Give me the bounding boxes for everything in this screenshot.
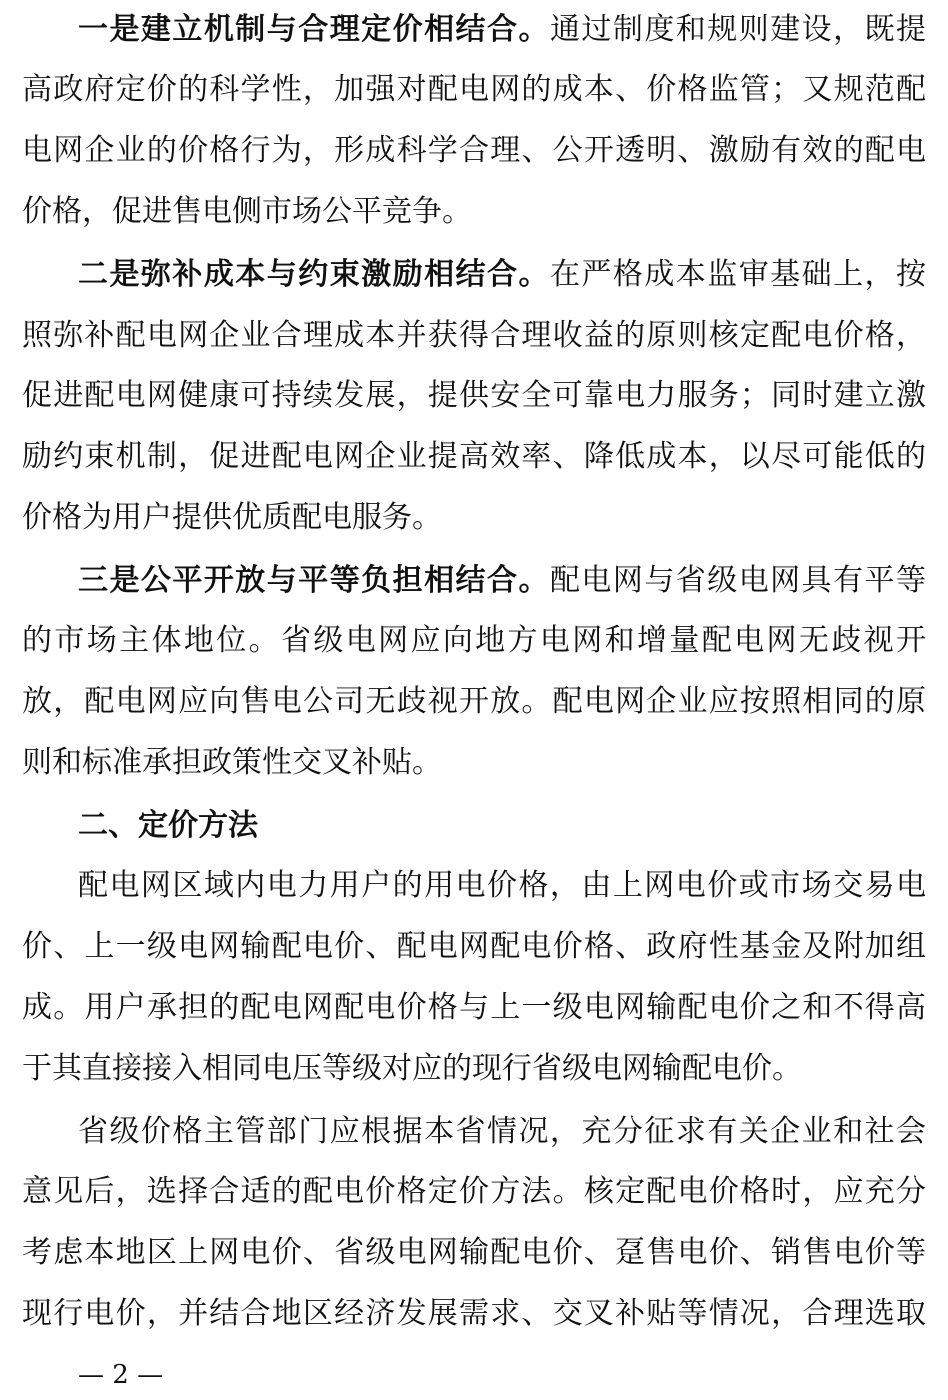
paragraph-2-line-2: 照弥补配电网企业合理成本并获得合理收益的原则核定配电价格， [22,318,926,353]
paragraph-2-lead: 二是弥补成本与约束激励相结合。 [78,257,550,292]
paragraph-1-line-3: 电网企业的价格行为，形成科学合理、公开透明、激励有效的配电 [22,133,926,168]
paragraph-1-text: 通过制度和规则建设，既提 [549,12,926,47]
body-1-line-2: 价、上一级电网输配电价、配电网配电价格、政府性基金及附加组 [22,929,926,964]
body-1-line-4: 于其直接接入相同电压等级对应的现行省级电网输配电价。 [22,1051,802,1086]
body-1-line-1: 配电网区域内电力用户的用电价格，由上网电价或市场交易电 [78,868,926,903]
paragraph-3-line-4: 则和标准承担政策性交叉补贴。 [22,745,442,780]
paragraph-2-line-3: 促进配电网健康可持续发展，提供安全可靠电力服务；同时建立激 [22,378,926,413]
paragraph-3-line-2: 的市场主体地位。省级电网应向地方电网和增量配电网无歧视开 [22,623,926,658]
body-2-line-1: 省级价格主管部门应根据本省情况，充分征求有关企业和社会 [78,1114,926,1149]
paragraph-1-lead: 一是建立机制与合理定价相结合。 [78,12,550,47]
paragraph-1-line-4: 价格，促进售电侧市场公平竞争。 [22,194,472,229]
body-2-line-4: 现行电价，并结合地区经济发展需求、交叉补贴等情况，合理选取 [22,1296,926,1331]
paragraph-3-line-1 [78,561,926,601]
page-number: — 2 — [78,1360,164,1390]
body-2-line-2: 意见后，选择合适的配电价格定价方法。核定配电价格时，应充分 [22,1174,926,1209]
paragraph-2-line-4: 励约束机制，促进配电网企业提高效率、降低成本，以尽可能低的 [22,439,926,474]
paragraph-3-lead: 三是公平开放与平等负担相结合。 [78,563,550,598]
paragraph-2-line-5: 价格为用户提供优质配电服务。 [22,500,442,535]
paragraph-3-line-3: 放，配电网应向售电公司无歧视开放。配电网企业应按照相同的原 [22,684,926,719]
body-1-line-3: 成。用户承担的配电网配电价格与上一级电网输配电价之和不得高 [22,990,926,1025]
body-2-line-3: 考虑本地区上网电价、省级电网输配电价、趸售电价、销售电价等 [22,1235,926,1270]
paragraph-1-line-2: 高政府定价的科学性，加强对配电网的成本、价格监管；又规范配 [22,72,926,107]
paragraph-2-line-1 [78,255,926,295]
paragraph-1-line-1 [78,10,926,50]
section-heading: 二、定价方法 [78,808,258,843]
paragraph-3-text: 配电网与省级电网具有平等 [549,563,926,598]
paragraph-2-text: 在严格成本监审基础上，按 [549,257,926,292]
